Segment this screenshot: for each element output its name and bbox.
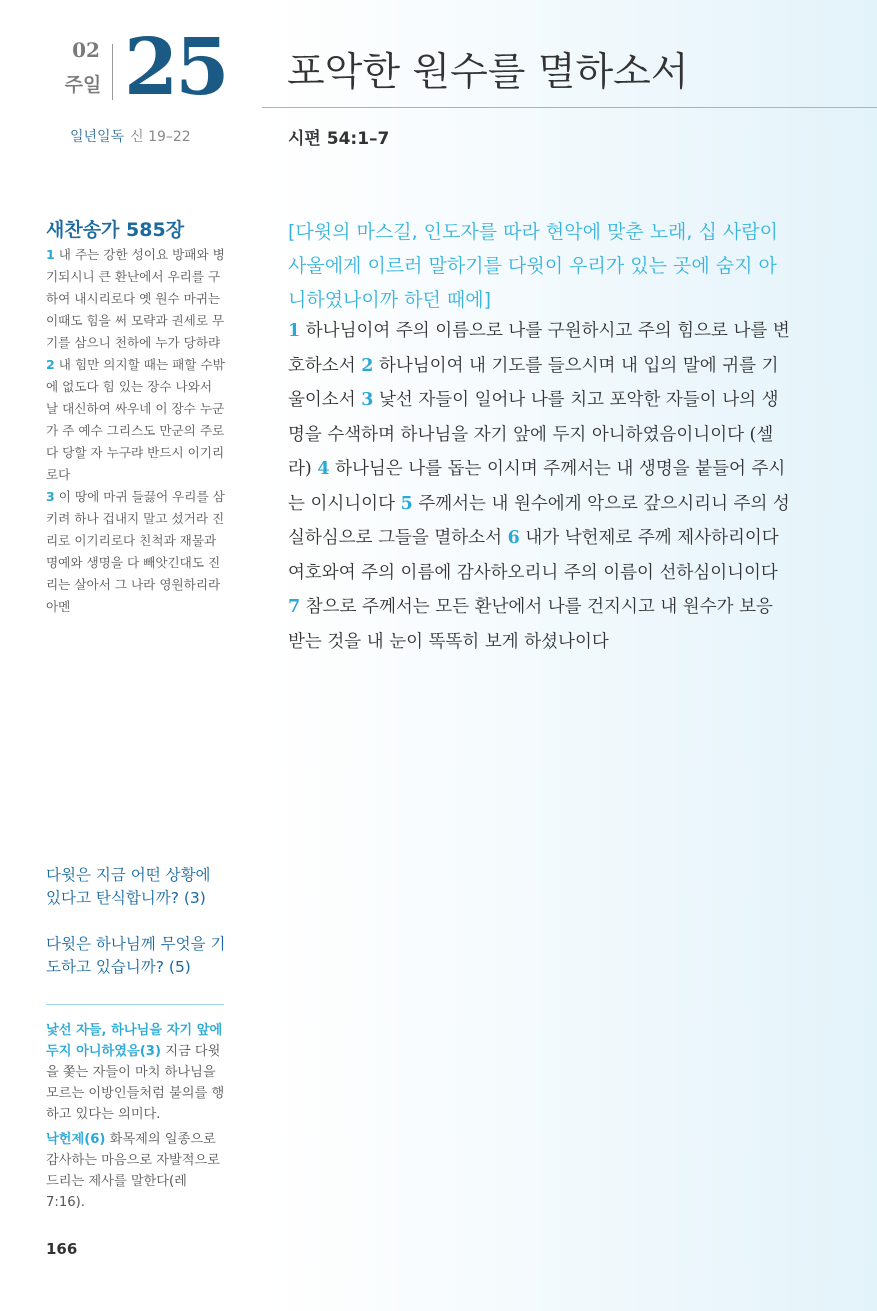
- verse-number: 1: [46, 247, 55, 262]
- note-text: 화목제의 일종으로 감사하는 마음으로 자발적으로 드리는 제사를 말한다(레 7:16).: [46, 1132, 220, 1210]
- verse-number: 4: [317, 459, 330, 479]
- verse-text: 참으로 주께서는 모든 환난에서 나를 건지시고 내 원수가 보응 받는 것을 내 눈이 똑똑히 보게 하셨나이다: [288, 597, 773, 652]
- page-title: 포악한 원수를 멸하소서: [287, 50, 689, 95]
- note-text: 지금 다윗을 쫓는 자들이 마치 하나님을 모르는 이방인들처럼 불의를 행하고 있다는 의미다.: [46, 1044, 225, 1122]
- verse-text: 하나님이여 내 기도를 들으시며 내 입의 말에 귀를 기울이소서: [288, 355, 779, 410]
- verse-text: 주께서는 내 원수에게 악으로 갚으시리니 주의 성실하심으로 그들을 멸하소서: [288, 493, 790, 548]
- verse-number: 6: [507, 528, 520, 548]
- verse-text: 하나님이여 주의 이름으로 나를 구원하시고 주의 힘으로 나를 변호하소서: [288, 321, 790, 376]
- hymn-verse: [46, 354, 226, 486]
- verse-text: 낯선 자들이 일어나 나를 치고 포악한 자들이 나의 생명을 수색하며 하나님을 자기 앞에 두지 아니하였음이니이다 (셀라): [288, 390, 779, 479]
- verse-number: 3: [46, 489, 55, 504]
- note-item: [46, 1129, 228, 1213]
- header-divider: [112, 44, 113, 100]
- verse-text: 내 주는 강한 성이요 방패와 병기되시니 큰 환난에서 우리를 구하여 내시리로다 옛 원수 마귀는 이때도 힘을 써 모략과 권세로 무기를 삼으니 천하에 누가 당하랴: [46, 247, 225, 350]
- hymn-verse: [46, 486, 226, 618]
- verse-text: 이 땅에 마귀 들끓어 우리를 삼키려 하나 겁내지 말고 섰거라 진리로 이기리로다 친척과 재물과 명예와 생명을 다 빼앗긴대도 진리는 살아서 그 나라 영원하리라 아멘: [46, 489, 225, 614]
- note-item: [46, 1020, 228, 1125]
- verse-number: 7: [288, 597, 301, 617]
- verse-number: 2: [46, 357, 55, 372]
- verse-number: 3: [361, 390, 374, 410]
- week-number: 02: [72, 38, 100, 62]
- verse-number: 5: [400, 493, 413, 514]
- verse-number: 1: [288, 321, 301, 341]
- reading-ref: 신 19–22: [130, 129, 191, 145]
- verse-text: 하나님은 나를 돕는 이시며 주께서는 내 생명을 붙들어 주시는 이시니이다: [288, 459, 786, 514]
- word-notes: [46, 1020, 228, 1217]
- verse-number: 2: [361, 355, 374, 376]
- verse-text: 내가 낙헌제로 주께 제사하리이다 여호와여 주의 이름에 감사하오리니 주의 이름이 선하심이니이다: [288, 528, 779, 583]
- psalm-reference: 시편 54:1–7: [288, 129, 390, 149]
- reading-label: 일년일독: [70, 129, 125, 145]
- yearly-reading: [70, 126, 191, 146]
- week-label: 주일: [64, 74, 102, 96]
- verse-text: 내 힘만 의지할 때는 패할 수밖에 없도다 힘 있는 장수 나와서 날 대신하여 싸우네 이 장수 누군가 주 예수 그리스도 만군의 주로다 당할 자 누구랴 반드시 이기리로다: [46, 357, 225, 482]
- hymn-title: 새찬송가 585장: [46, 219, 185, 241]
- question-1: 다윗은 지금 어떤 상황에 있다고 탄식합니까? (3): [46, 866, 211, 907]
- title-rule: [262, 107, 877, 108]
- hymn-lyrics: [46, 244, 226, 618]
- question-2: 다윗은 하나님께 무엇을 기도하고 있습니까? (5): [46, 935, 226, 976]
- psalm-superscription: [다윗의 마스길, 인도자를 따라 현악에 맞춘 노래, 십 사람이 사울에게 이르러 말하기를 다윗이 우리가 있는 곳에 숨지 아니하였나이까 하던 때에]: [288, 221, 778, 311]
- notes-divider: [46, 1004, 224, 1005]
- day-number: 25: [124, 22, 227, 113]
- scripture-body: [288, 314, 793, 659]
- note-term: 낙헌제(6): [46, 1132, 106, 1147]
- note-term: 낯선 자들, 하나님을 자기 앞에 두지 아니하였음(3): [46, 1023, 223, 1059]
- page-number: 166: [46, 1240, 78, 1258]
- hymn-verse: [46, 244, 226, 354]
